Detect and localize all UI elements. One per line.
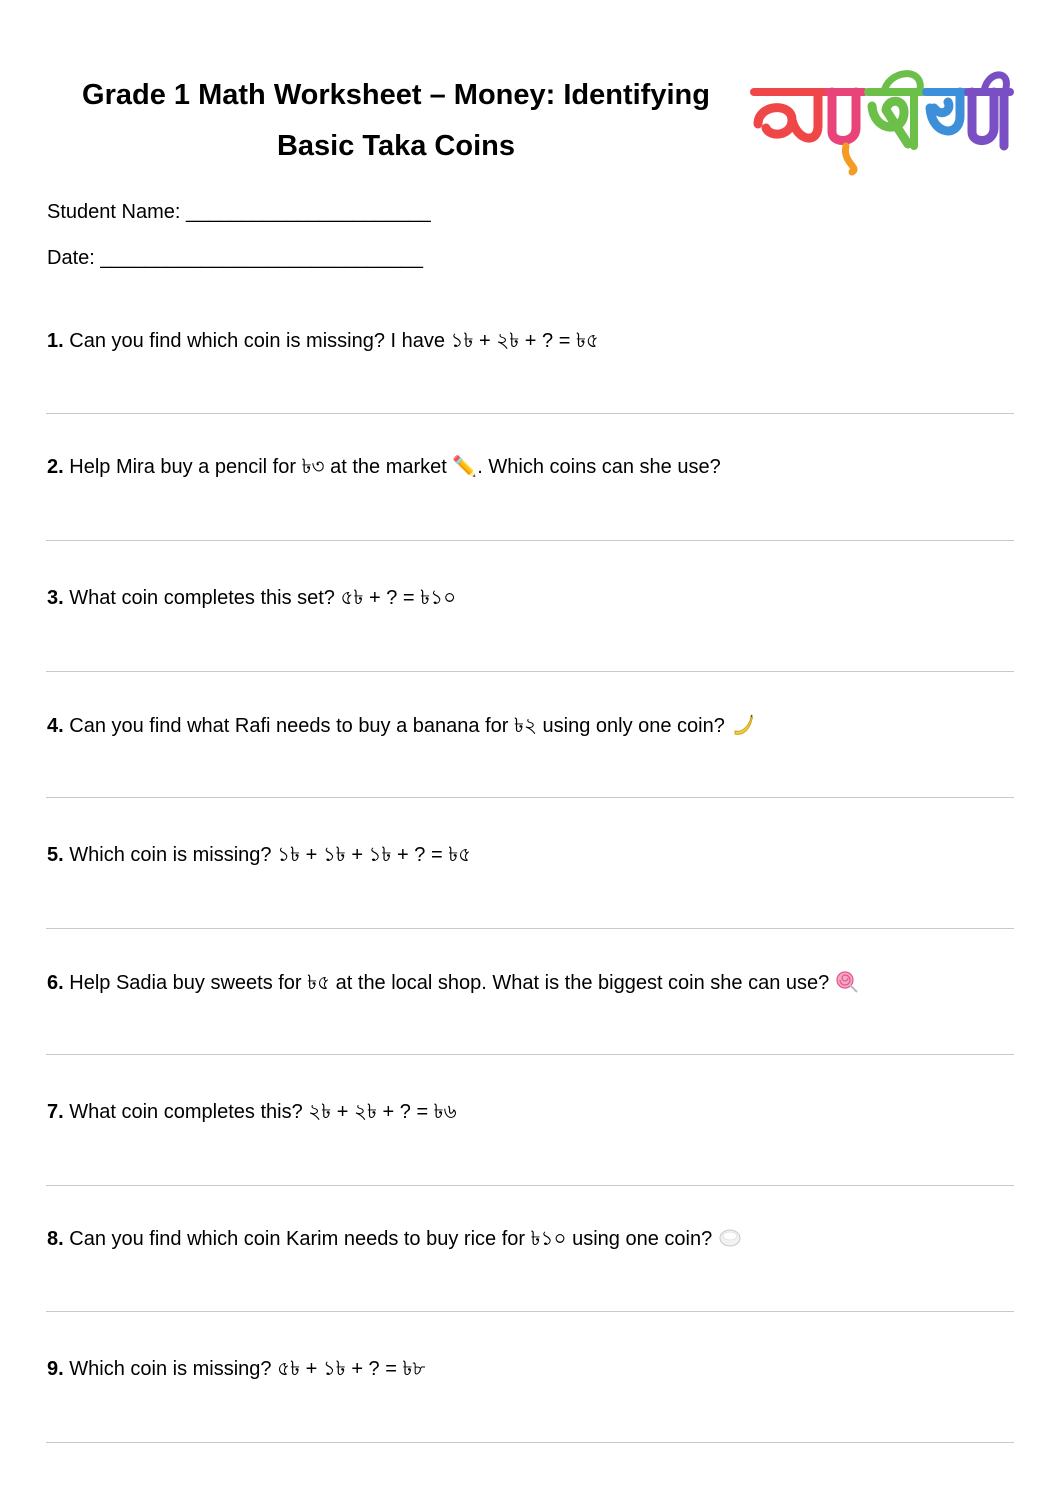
lollipop-icon	[835, 970, 859, 994]
question-number: 1.	[47, 330, 64, 352]
question-number: 7.	[47, 1101, 64, 1123]
student-name-field[interactable]	[47, 201, 431, 224]
question-text: Which coin is missing? ৫৳ + ১৳ + ? = ৳৮	[69, 1358, 426, 1380]
worksheet-title	[40, 70, 752, 172]
student-name-label: Student Name:	[47, 201, 181, 223]
question-text: Help Mira buy a pencil for ৳৩ at the market ✏️. Which coins can she use?	[69, 456, 721, 478]
answer-line[interactable]	[46, 671, 1014, 672]
rice-icon	[718, 1226, 742, 1250]
date-blank[interactable]: _____________________________	[100, 247, 423, 269]
question-number: 8.	[47, 1228, 64, 1250]
answer-line[interactable]	[46, 413, 1014, 414]
question-text: Which coin is missing? ১৳ + ১৳ + ১৳ + ? = ৳৫	[69, 844, 472, 866]
title-line-2: Basic Taka Coins	[276, 130, 515, 162]
question-7	[47, 1100, 1013, 1124]
question-number: 9.	[47, 1358, 64, 1380]
answer-line[interactable]	[46, 928, 1014, 929]
date-field[interactable]	[47, 247, 423, 270]
question-number: 5.	[47, 844, 64, 866]
question-number: 2.	[47, 456, 64, 478]
question-number: 3.	[47, 587, 64, 609]
question-number: 6.	[47, 972, 64, 994]
question-text: Can you find which coin is missing? I have ১৳ + ২৳ + ? = ৳৫	[69, 330, 599, 352]
student-name-blank[interactable]: ______________________	[185, 201, 431, 223]
question-1	[47, 329, 1013, 353]
question-text: What coin completes this? ২৳ + ২৳ + ? = ৳৬	[69, 1101, 457, 1123]
question-8	[47, 1226, 1013, 1251]
question-5	[47, 843, 1013, 867]
question-number: 4.	[47, 715, 64, 737]
date-label: Date:	[47, 247, 95, 269]
title-line-1: Grade 1 Math Worksheet – Money: Identifying	[82, 79, 710, 111]
question-3	[47, 586, 1013, 610]
question-text: Can you find which coin Karim needs to buy rice for ৳১০ using one coin?	[69, 1228, 713, 1250]
banana-icon	[731, 713, 755, 737]
question-4	[47, 713, 1013, 738]
answer-line[interactable]	[46, 540, 1014, 541]
question-6	[47, 970, 1013, 995]
answer-line[interactable]	[46, 797, 1014, 798]
answer-line[interactable]	[46, 1311, 1014, 1312]
answer-line[interactable]	[46, 1185, 1014, 1186]
question-text: What coin completes this set? ৫৳ + ? = ৳১০	[69, 587, 457, 609]
question-text: Help Sadia buy sweets for ৳৫ at the local shop. What is the biggest coin she can use?	[69, 972, 830, 994]
anushilon-logo	[748, 62, 1016, 182]
answer-line[interactable]	[46, 1442, 1014, 1443]
question-2	[47, 455, 1013, 479]
question-text: Can you find what Rafi needs to buy a banana for ৳২ using only one coin?	[69, 715, 725, 737]
answer-line[interactable]	[46, 1054, 1014, 1055]
question-9	[47, 1357, 1013, 1381]
